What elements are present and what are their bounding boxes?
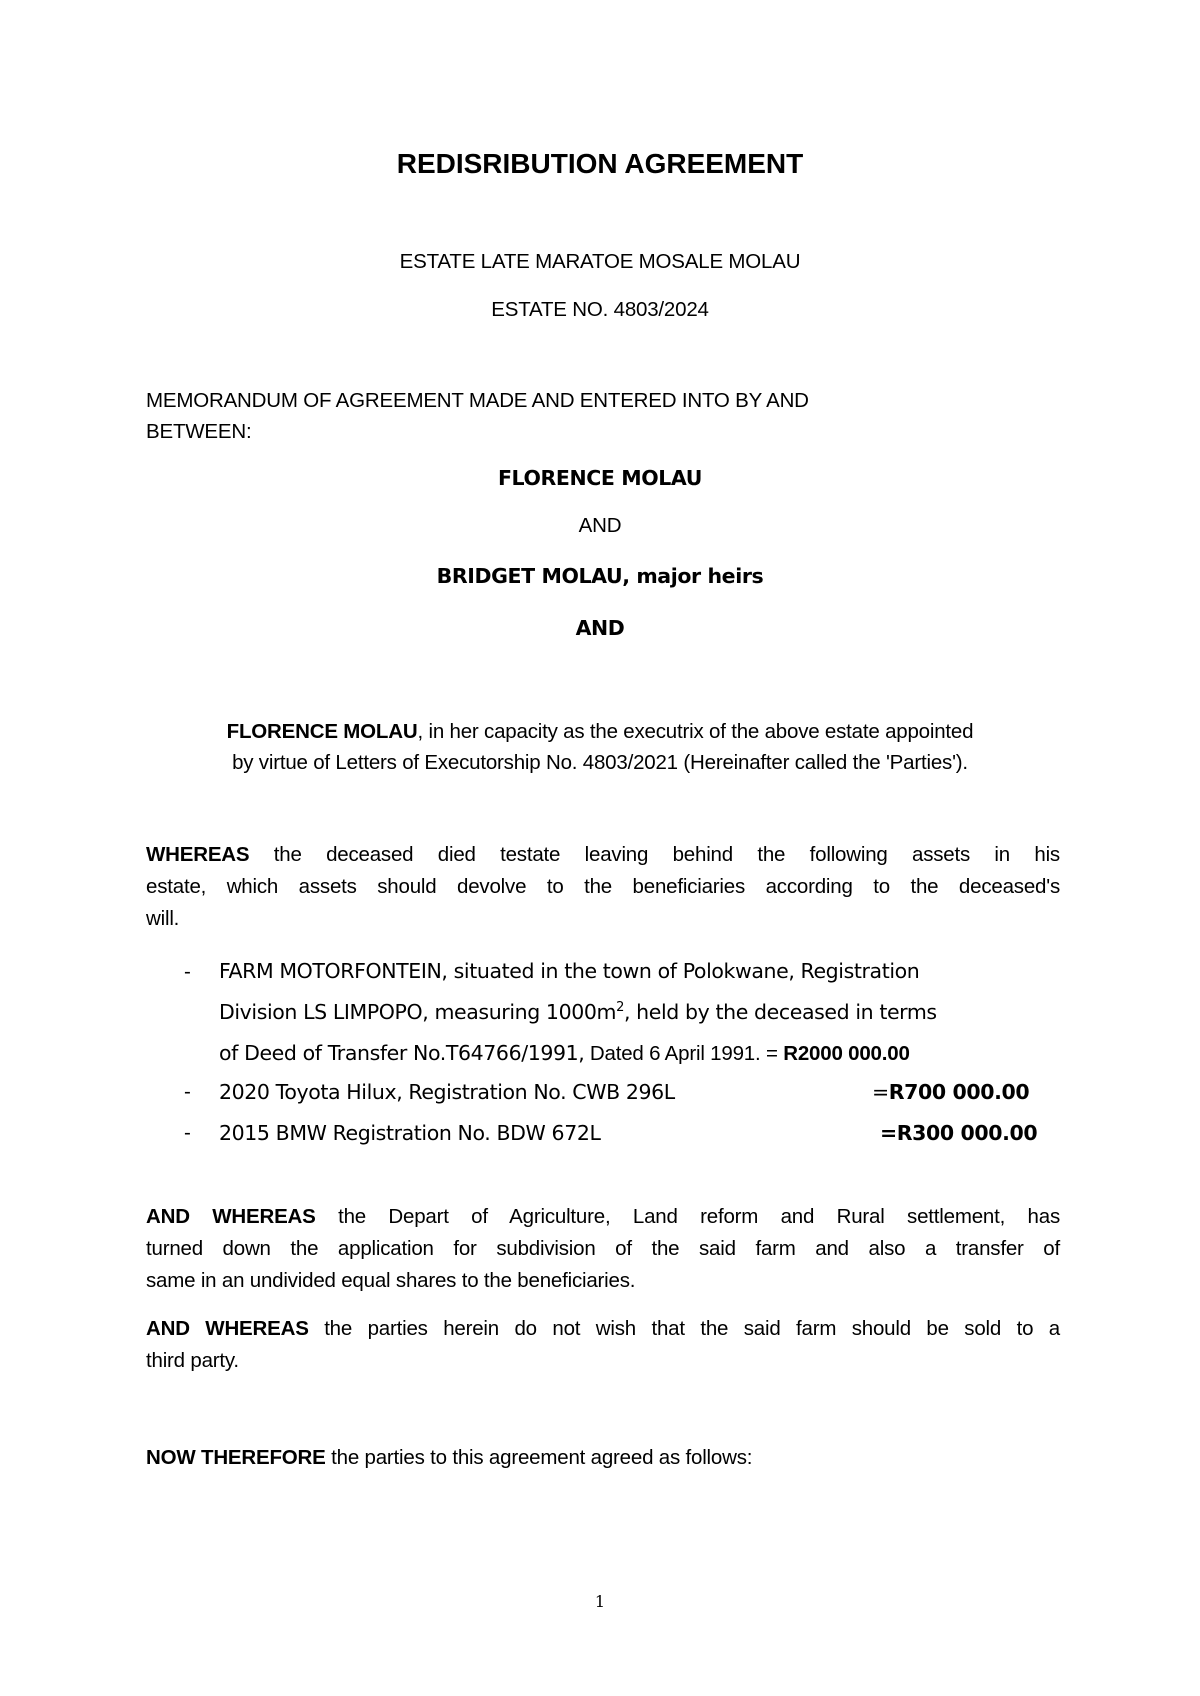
whereas-3-line-2: third party. bbox=[146, 1349, 239, 1372]
page-number: 1 bbox=[594, 1592, 606, 1611]
estate-name: ESTATE LATE MARATOE MOSALE MOLAU bbox=[399, 250, 801, 273]
and-separator-2: AND bbox=[575, 616, 625, 640]
asset-3-amount: =R300 000.00 bbox=[880, 1121, 1038, 1145]
asset-1-line-1: FARM MOTORFONTEIN, situated in the town of Polokwane, Registration bbox=[219, 959, 920, 983]
asset-2-description: 2020 Toyota Hilux, Registration No. CWB 296L bbox=[219, 1080, 675, 1104]
asset-2-amount: =R700 000.00 bbox=[872, 1080, 1030, 1104]
executrix-line-1: FLORENCE MOLAU, in her capacity as the executrix of the above estate appointed bbox=[226, 720, 974, 743]
whereas-2-line-1: AND WHEREAS the Depart of Agriculture, Land reform and Rural settlement, has bbox=[146, 1205, 1060, 1228]
and-whereas-keyword: AND WHEREAS bbox=[146, 1317, 309, 1340]
list-bullet-dash: - bbox=[184, 960, 191, 983]
and-whereas-keyword: AND WHEREAS bbox=[146, 1205, 316, 1228]
whereas-2-line-2: turned down the application for subdivision of the said farm and also a transfer of bbox=[146, 1237, 1060, 1260]
whereas-1-line-1: WHEREAS the deceased died testate leaving behind the following assets in his bbox=[146, 843, 1060, 866]
executrix-name: FLORENCE MOLAU bbox=[226, 720, 418, 743]
and-separator-1: AND bbox=[578, 514, 622, 537]
list-bullet-dash: - bbox=[184, 1121, 191, 1144]
asset-1-value: R2000 000.00 bbox=[783, 1042, 910, 1065]
asset-2-value: R700 000.00 bbox=[888, 1080, 1030, 1104]
asset-1-line-3: of Deed of Transfer No.T64766/1991, Dated 6 April 1991. = R2000 000.00 bbox=[219, 1041, 910, 1065]
document-title: REDISRIBUTION AGREEMENT bbox=[396, 148, 804, 179]
list-bullet-dash: - bbox=[184, 1080, 191, 1103]
party-2-name: BRIDGET MOLAU, major heirs bbox=[436, 564, 764, 588]
asset-3-value: R300 000.00 bbox=[896, 1121, 1038, 1145]
whereas-keyword: WHEREAS bbox=[146, 843, 250, 866]
party-1-name: FLORENCE MOLAU bbox=[497, 466, 703, 490]
whereas-1-line-3: will. bbox=[146, 907, 180, 930]
memorandum-line-1: MEMORANDUM OF AGREEMENT MADE AND ENTERED INTO BY AND bbox=[146, 389, 809, 412]
whereas-3-line-1: AND WHEREAS the parties herein do not wish that the said farm should be sold to a bbox=[146, 1317, 1060, 1340]
whereas-2-line-3: same in an undivided equal shares to the beneficiaries. bbox=[146, 1269, 636, 1292]
asset-1-line-2: Division LS LIMPOPO, measuring $1000m^2$, held by the deceased in terms bbox=[219, 1000, 937, 1024]
memorandum-line-2: BETWEEN: bbox=[146, 420, 252, 443]
whereas-1-line-2: estate, which assets should devolve to the beneficiaries according to the deceased's bbox=[146, 875, 1060, 898]
now-therefore-keyword: NOW THEREFORE bbox=[146, 1446, 326, 1469]
estate-number: ESTATE NO. 4803/2024 bbox=[491, 298, 709, 321]
now-therefore-line: NOW THEREFORE the parties to this agreement agreed as follows: bbox=[146, 1446, 753, 1469]
asset-3-description: 2015 BMW Registration No. BDW 672L bbox=[219, 1121, 601, 1145]
executrix-line-2: by virtue of Letters of Executorship No. 4803/2021 (Hereinafter called the 'Parties'). bbox=[232, 751, 968, 774]
